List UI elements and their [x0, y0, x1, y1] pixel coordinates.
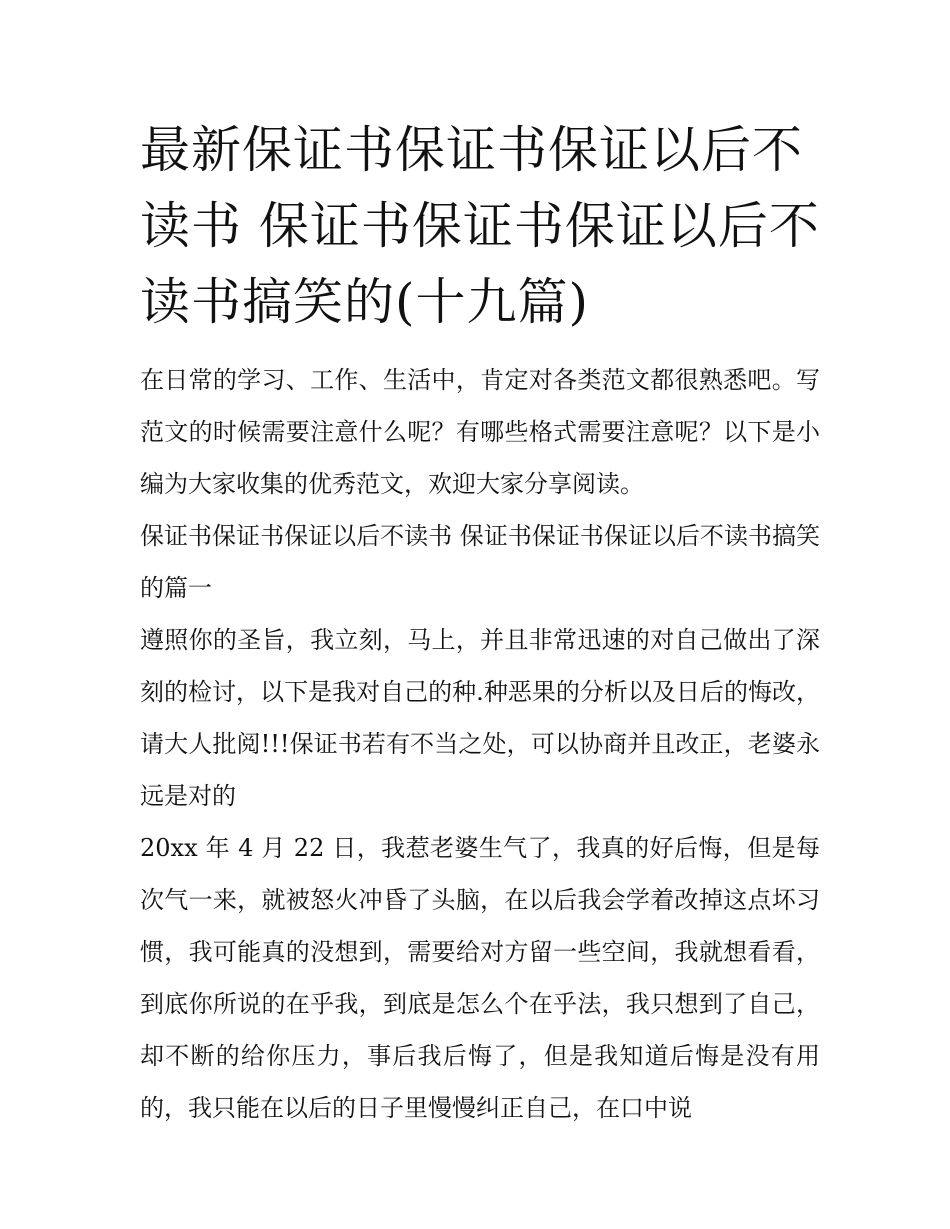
body-paragraph: 20xx 年 4 月 22 日，我惹老婆生气了，我真的好后悔，但是每次气一来，就被怒火冲昏了头脑，在以后我会学着改掉这点坏习惯，我可能真的没想到，需要给对方留一些空间，我就想看看，到底你所说的在乎我，到底是怎么个在乎法，我只想到了自己，却不断的给你压力，事后我后悔了，但是我知道后悔是没有用的，我只能在以后的日子里慢慢纠正自己，在口中说	[140, 834, 820, 1122]
intro-paragraph: 在日常的学习、工作、生活中，肯定对各类范文都很熟悉吧。写范文的时候需要注意什么呢？有哪些格式需要注意呢？以下是小编为大家收集的优秀范文，欢迎大家分享阅读。	[140, 366, 820, 498]
section-heading: 保证书保证书保证以后不读书 保证书保证书保证以后不读书搞笑的篇一	[140, 522, 820, 602]
document-body	[140, 112, 820, 1134]
body-paragraph: 遵照你的圣旨，我立刻，马上，并且非常迅速的对自己做出了深刻的检讨，以下是我对自己的种.种恶果的分析以及日后的悔改，请大人批阅!!!保证书若有不当之处，可以协商并且改正，老婆永远是对的	[140, 626, 820, 810]
document-title: 最新保证书保证书保证以后不读书 保证书保证书保证以后不读书搞笑的(十九篇)	[140, 121, 820, 331]
